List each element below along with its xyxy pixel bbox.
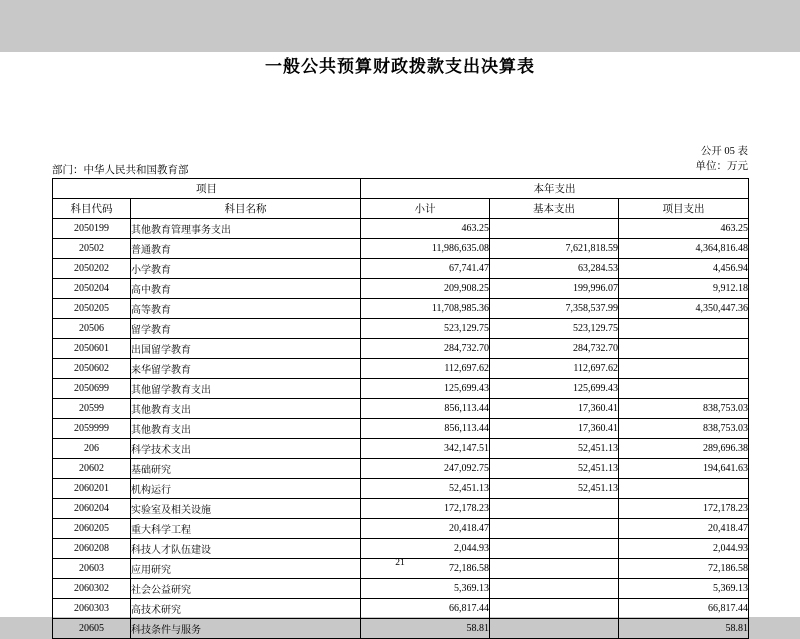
cell-total: 72,186.58 [361, 559, 490, 579]
cell-project: 289,696.38 [619, 439, 749, 459]
cell-basic: 17,360.41 [490, 399, 619, 419]
cell-code: 2060204 [53, 499, 131, 519]
header-project-group: 项目 [53, 179, 361, 199]
cell-name: 实验室及相关设施 [131, 499, 361, 519]
cell-basic [490, 579, 619, 599]
sheet-label: 公开 05 表 [700, 146, 748, 157]
table-row [53, 299, 749, 319]
cell-total: 856,113.44 [361, 419, 490, 439]
cell-name: 高等教育 [131, 299, 361, 319]
cell-code: 2060303 [53, 599, 131, 619]
cell-basic: 284,732.70 [490, 339, 619, 359]
header-name: 科目名称 [131, 199, 361, 219]
table-row [53, 539, 749, 559]
cell-total: 209,908.25 [361, 279, 490, 299]
cell-project: 194,641.63 [619, 459, 749, 479]
cell-code: 2050204 [53, 279, 131, 299]
cell-code: 2059999 [53, 419, 131, 439]
table-row [53, 599, 749, 619]
cell-name: 其他教育支出 [131, 419, 361, 439]
cell-name: 高技术研究 [131, 599, 361, 619]
cell-code: 20603 [53, 559, 131, 579]
cell-basic [490, 499, 619, 519]
table-row [53, 259, 749, 279]
cell-total: 2,044.93 [361, 539, 490, 559]
cell-name: 重大科学工程 [131, 519, 361, 539]
cell-basic: 112,697.62 [490, 359, 619, 379]
cell-total: 125,699.43 [361, 379, 490, 399]
table-row [53, 519, 749, 539]
cell-project [619, 379, 749, 399]
cell-code: 2050202 [53, 259, 131, 279]
cell-basic [490, 219, 619, 239]
cell-project: 838,753.03 [619, 399, 749, 419]
cell-name: 小学教育 [131, 259, 361, 279]
cell-project: 463.25 [619, 219, 749, 239]
table-row [53, 319, 749, 339]
table-row [53, 579, 749, 599]
table-row [53, 419, 749, 439]
table-row [53, 219, 749, 239]
cell-project [619, 319, 749, 339]
cell-code: 20599 [53, 399, 131, 419]
cell-name: 留学教育 [131, 319, 361, 339]
cell-project: 66,817.44 [619, 599, 749, 619]
cell-project: 4,456.94 [619, 259, 749, 279]
cell-total: 463.25 [361, 219, 490, 239]
cell-project: 4,350,447.36 [619, 299, 749, 319]
page-title: 一般公共预算财政拨款支出决算表 [265, 57, 535, 76]
cell-total: 247,092.75 [361, 459, 490, 479]
cell-project: 838,753.03 [619, 419, 749, 439]
cell-basic [490, 619, 619, 639]
cell-code: 206 [53, 439, 131, 459]
cell-name: 出国留学教育 [131, 339, 361, 359]
cell-name: 高中教育 [131, 279, 361, 299]
budget-table [52, 178, 749, 639]
cell-name: 应用研究 [131, 559, 361, 579]
cell-total: 172,178.23 [361, 499, 490, 519]
cell-total: 523,129.75 [361, 319, 490, 339]
cell-name: 机构运行 [131, 479, 361, 499]
unit-label: 单位：万元 [695, 161, 748, 172]
cell-name: 基础研究 [131, 459, 361, 479]
cell-basic [490, 539, 619, 559]
cell-basic: 52,451.13 [490, 439, 619, 459]
header-total: 小计 [361, 199, 490, 219]
cell-project [619, 359, 749, 379]
table-row [53, 619, 749, 639]
table-row [53, 439, 749, 459]
cell-basic: 17,360.41 [490, 419, 619, 439]
cell-project: 4,364,816.48 [619, 239, 749, 259]
cell-name: 来华留学教育 [131, 359, 361, 379]
cell-name: 其他教育管理事务支出 [131, 219, 361, 239]
cell-total: 52,451.13 [361, 479, 490, 499]
cell-project: 5,369.13 [619, 579, 749, 599]
cell-total: 284,732.70 [361, 339, 490, 359]
cell-code: 20602 [53, 459, 131, 479]
cell-name: 其他留学教育支出 [131, 379, 361, 399]
cell-project: 2,044.93 [619, 539, 749, 559]
cell-name: 普通教育 [131, 239, 361, 259]
cell-project: 20,418.47 [619, 519, 749, 539]
cell-code: 2050601 [53, 339, 131, 359]
cell-total: 342,147.51 [361, 439, 490, 459]
cell-total: 112,697.62 [361, 359, 490, 379]
cell-code: 20502 [53, 239, 131, 259]
table-header-row [53, 199, 749, 219]
cell-code: 2050199 [53, 219, 131, 239]
cell-code: 2060205 [53, 519, 131, 539]
cell-name: 科学技术支出 [131, 439, 361, 459]
cell-code: 2050205 [53, 299, 131, 319]
cell-total: 856,113.44 [361, 399, 490, 419]
cell-project [619, 479, 749, 499]
cell-code: 20506 [53, 319, 131, 339]
table-row [53, 459, 749, 479]
cell-basic: 199,996.07 [490, 279, 619, 299]
table-row [53, 399, 749, 419]
cell-name: 科技条件与服务 [131, 619, 361, 639]
cell-total: 5,369.13 [361, 579, 490, 599]
cell-project: 72,186.58 [619, 559, 749, 579]
table-row [53, 479, 749, 499]
table-row [53, 239, 749, 259]
cell-total: 67,741.47 [361, 259, 490, 279]
cell-total: 66,817.44 [361, 599, 490, 619]
cell-code: 2050602 [53, 359, 131, 379]
header-expenditure-group: 本年支出 [361, 179, 749, 199]
header-code: 科目代码 [53, 199, 131, 219]
cell-basic: 523,129.75 [490, 319, 619, 339]
cell-basic [490, 519, 619, 539]
table-row [53, 279, 749, 299]
cell-project [619, 339, 749, 359]
cell-code: 2060201 [53, 479, 131, 499]
cell-name: 社会公益研究 [131, 579, 361, 599]
cell-basic: 52,451.13 [490, 479, 619, 499]
table-row [53, 339, 749, 359]
cell-code: 2060302 [53, 579, 131, 599]
header-basic: 基本支出 [490, 199, 619, 219]
cell-total: 58.81 [361, 619, 490, 639]
cell-total: 20,418.47 [361, 519, 490, 539]
table-header-group-row [53, 179, 749, 199]
cell-basic: 7,621,818.59 [490, 239, 619, 259]
cell-code: 2050699 [53, 379, 131, 399]
cell-total: 11,986,635.08 [361, 239, 490, 259]
document-meta [696, 144, 749, 174]
cell-project: 9,912.18 [619, 279, 749, 299]
header-project: 项目支出 [619, 199, 749, 219]
cell-code: 20605 [53, 619, 131, 639]
cell-name: 科技人才队伍建设 [131, 539, 361, 559]
cell-project: 58.81 [619, 619, 749, 639]
department-label: 部门：中华人民共和国教育部 [52, 165, 189, 176]
table-row [53, 359, 749, 379]
cell-total: 11,708,985.36 [361, 299, 490, 319]
cell-name: 其他教育支出 [131, 399, 361, 419]
cell-project: 172,178.23 [619, 499, 749, 519]
page-number: 21 [395, 558, 405, 568]
cell-basic: 63,284.53 [490, 259, 619, 279]
table-row [53, 379, 749, 399]
cell-code: 2060208 [53, 539, 131, 559]
cell-basic [490, 599, 619, 619]
cell-basic: 52,451.13 [490, 459, 619, 479]
table-row [53, 499, 749, 519]
cell-basic: 125,699.43 [490, 379, 619, 399]
document-page [0, 52, 800, 636]
cell-basic: 7,358,537.99 [490, 299, 619, 319]
